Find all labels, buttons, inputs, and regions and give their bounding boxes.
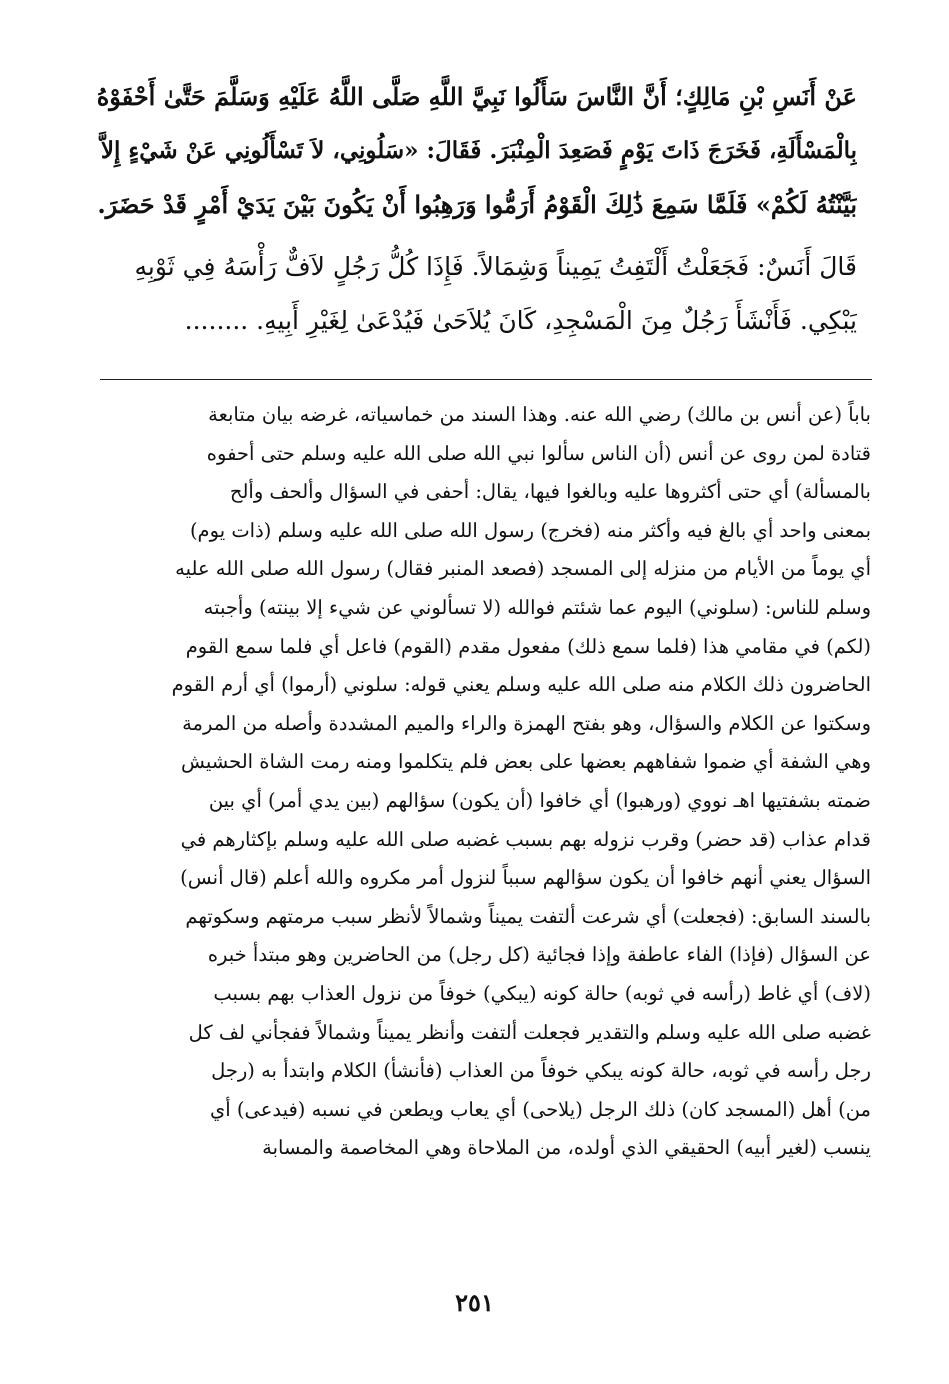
footnote-separator (100, 379, 872, 380)
commentary-line: رجل رأسه في ثوبه، حالة كونه يبكي خوفاً من العذاب (فأنشأ) الكلام وابتدأ به (رجل (211, 1059, 871, 1083)
commentary-line: أي يوماً من الأيام من منزله إلى المسجد (فصعد المنبر فقال) رسول الله صلى الله عليه (175, 557, 871, 581)
commentary-line: وسكتوا عن الكلام والسؤال، وهو بفتح الهمزة والراء والميم المشددة وأصله من المرمة (182, 711, 871, 735)
commentary-line: غضبه صلى الله عليه وسلم والتقدير فجعلت ألتفت وأنظر يميناً وشمالاً ففجأني لف كل (188, 1020, 871, 1044)
hadith-line: يَبْكِي. فَأَنْشَأَ رَجُلٌ مِنَ الْمَسْجِدِ، كَانَ يُلاَحَىٰ فَيُدْعَىٰ لِغَيْرِ أَبِيهِ. ........ (184, 306, 857, 335)
page-number: ٢٥١ (455, 1288, 494, 1317)
commentary-line: بالسند السابق: (فجعلت) أي شرعت ألتفت يميناً وشمالاً لأنظر سبب مرمتهم وسكوتهم (185, 904, 871, 928)
commentary-line: قتادة لمن روى عن أنس (أن الناس سألوا نبي الله صلى الله عليه وسلم حتى أحفوه (206, 441, 871, 465)
commentary-line: السؤال يعني أنهم خافوا أن يكون سؤالهم سبباً لنزول أمر مكروه والله أعلم (قال أنس) (180, 866, 871, 890)
hadith-line: قَالَ أَنَسٌ: فَجَعَلْتُ أَلْتَفِتُ يَمِيناً وَشِمَالاً. فَإِذَا كُلُّ رَجُلٍ لاَفٌّ رَأْسَهُ فِي ثَوْبِهِ (134, 252, 857, 281)
commentary-text (100, 396, 871, 1168)
commentary-line: من) أهل (المسجد كان) ذلك الرجل (يلاحى) أي يعاب ويطعن في نسبه (فيدعى) أي (209, 1097, 871, 1121)
hadith-line: بَيَّنْتُهُ لَكُمْ» فَلَمَّا سَمِعَ ذَٰلِكَ الْقَوْمُ أَرَمُّوا وَرَهِبُوا أَنْ يَكُونَ بَيْنَ يَدَيْ أَمْرٍ قَدْ حَضَرَ. (97, 190, 857, 219)
commentary-line: وسلم للناس: (سلوني) اليوم عما شئتم فوالله (لا تسألوني عن شيء إلا بينته) وأجبته (203, 595, 871, 619)
commentary-line: عن السؤال (فإذا) الفاء عاطفة وإذا فجائية (كل رجل) من الحاضرين وهو مبتدأ خبره (207, 943, 871, 967)
commentary-line: (لاف) أي غاط (رأسه في ثوبه) حالة كونه (يبكي) خوفاً من نزول العذاب بهم بسبب (213, 981, 871, 1005)
hadith-line: بِالْمَسْأَلَةِ، فَخَرَجَ ذَاتَ يَوْمٍ فَصَعِدَ الْمِنْبَرَ. فَقَالَ: «سَلُونِي، لاَ تَسْأَلُونِي عَنْ شَيْءٍ إِلاَّ (100, 137, 857, 164)
hadith-line: عَنْ أَنَسِ بْنِ مَالِكٍ؛ أَنَّ النَّاسَ سَأَلُوا نَبِيَّ اللَّهِ صَلَّى اللَّهُ عَلَيْهِ وَسَلَّمَ حَتَّىٰ أَحْفَوْهُ (96, 82, 857, 111)
commentary-line: ضمته بشفتيها اهـ نووي (ورهبوا) أي خافوا (أن يكون) سؤالهم (بين يدي أمر) أي بين (208, 788, 871, 812)
commentary-line: قدام عذاب (قد حضر) وقرب نزوله بهم بسبب غضبه صلى الله عليه وسلم بإكثارهم في (180, 827, 871, 851)
commentary-line: بالمسألة) أي حتى أكثروها عليه وبالغوا فيها، يقال: أحفى في السؤال وألحف وألح (229, 480, 871, 504)
commentary-line: ينسب (لغير أبيه) الحقيقي الذي أولده، من الملاحاة وهي المخاصمة والمسابة (262, 1136, 871, 1160)
commentary-line: (لكم) في مقامي هذا (فلما سمع ذلك) مفعول مقدم (القوم) فاعل أي فلما سمع القوم (185, 634, 871, 658)
hadith-text (92, 70, 857, 348)
commentary-line: وهي الشفة أي ضموا شفاههم بعضها على بعض فلم يتكلموا ومنه رمت الشاة الحشيش (180, 750, 871, 774)
commentary-line: الحاضرون ذلك الكلام منه صلى الله عليه وسلم يعني قوله: سلوني (أرموا) أي أرم القوم (171, 673, 871, 697)
commentary-line: بمعنى واحد أي بالغ فيه وأكثر منه (فخرج) رسول الله صلى الله عليه وسلم (ذات يوم) (189, 518, 871, 542)
commentary-line: باباً (عن أنس بن مالك) رضي الله عنه. وهذا السند من خماسياته، غرضه بيان متابعة (208, 403, 871, 426)
